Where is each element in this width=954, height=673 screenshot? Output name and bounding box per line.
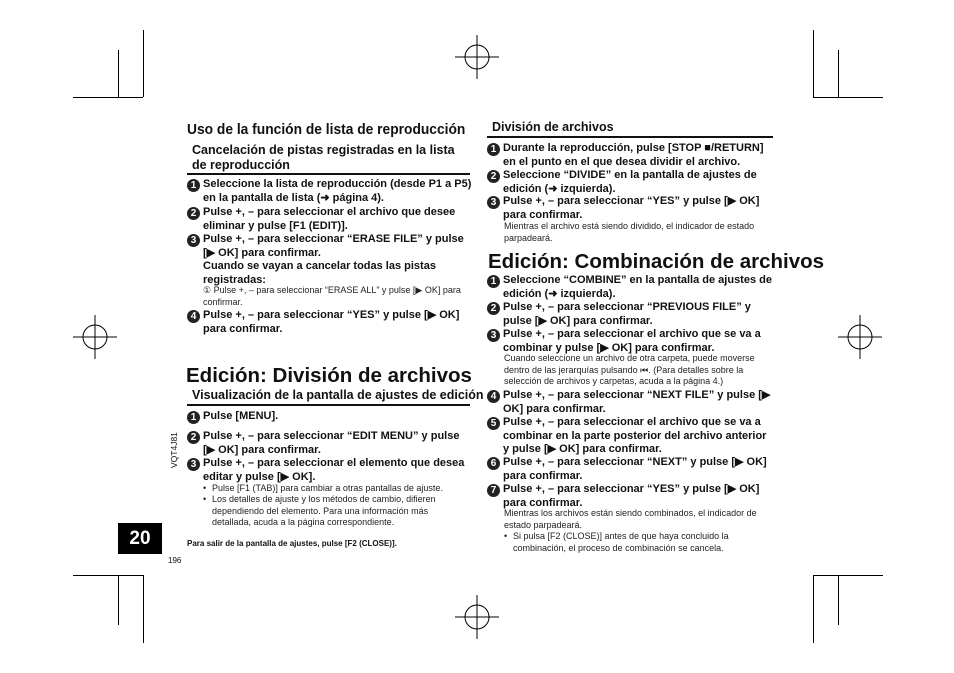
crop-mark	[813, 30, 814, 97]
step-text: Pulse +, – para seleccionar “PREVIOUS FILE” y pulse [▶ OK] para confirmar.	[503, 301, 751, 327]
bullet-text: Si pulsa [F2 (CLOSE)] antes de que haya concluido la combinación, el proceso de combinación se cancela.	[513, 531, 729, 553]
registration-mark-icon	[455, 35, 499, 79]
step-item	[187, 178, 472, 205]
subtitle-cancel-tracks: Cancelación de pistas registradas en la lista de reproducción	[192, 143, 455, 172]
combine-note: Cuando seleccione un archivo de otra carpeta, puede moverse dentro de las jerarquías pulsando ⏮. (Para detalles sobre la selección de archivos y carpetas, acuda a la página 4.)	[504, 353, 755, 386]
section-title-playlist: Uso de la función de lista de reproducción	[187, 121, 466, 138]
divider	[487, 136, 773, 138]
crop-mark	[73, 97, 143, 98]
step-number-icon: 1	[187, 179, 200, 192]
step-text: Pulse +, – para seleccionar “NEXT FILE” y pulse [▶ OK] para confirmar.	[503, 389, 771, 415]
step-text: Pulse +, – para seleccionar el archivo que se va a combinar en la parte posterior del archivo anterior y pulse [▶ OK] para confirmar.	[503, 416, 767, 455]
step-number-icon: 1	[487, 275, 500, 288]
step-number-icon: 5	[487, 417, 500, 430]
section-title-divide: Edición: División de archivos	[186, 364, 472, 387]
step-item	[187, 457, 472, 484]
step-item	[487, 274, 775, 301]
subtitle-edit-settings: Visualización de la pantalla de ajustes de edición	[192, 388, 484, 402]
crop-mark	[143, 575, 144, 643]
sub-page-number: 196	[168, 556, 182, 565]
divider	[187, 404, 470, 406]
cancel-all-note: ① Pulse +, – para seleccionar “ERASE ALL” y pulse [▶ OK] para confirmar.	[203, 285, 461, 307]
step-text: Pulse +, – para seleccionar “EDIT MENU” y pulse [▶ OK] para confirmar.	[203, 430, 460, 456]
step-text: Pulse [MENU].	[203, 410, 279, 422]
step-text: Pulse +, – para seleccionar “YES” y pulse [▶ OK] para confirmar.	[203, 309, 460, 335]
divider	[187, 173, 470, 175]
step-number-icon: 4	[187, 310, 200, 323]
page-number: 20	[118, 523, 162, 554]
step-item	[487, 301, 775, 328]
combine-note: Mientras los archivos están siendo combinados, el indicador de estado parpadeará.	[504, 508, 757, 530]
step-item	[487, 169, 775, 196]
step-text: Seleccione “DIVIDE” en la pantalla de ajustes de edición (➜ izquierda).	[503, 169, 757, 195]
step-text: Seleccione la lista de reproducción (desde P1 a P5) en la pantalla de lista (➜ página 4).	[203, 178, 472, 204]
step-item	[487, 456, 775, 483]
step-text: Seleccione “COMBINE” en la pantalla de ajustes de edición (➜ izquierda).	[503, 274, 772, 300]
crop-mark	[813, 575, 814, 643]
step-number-icon: 3	[487, 329, 500, 342]
step-text: Pulse +, – para seleccionar el archivo que desee eliminar y pulse [F1 (EDIT)].	[203, 206, 456, 232]
cancel-all-title: Cuando se vayan a cancelar todas las pistas registradas:	[203, 260, 436, 286]
step-text: Pulse +, – para seleccionar el elemento que desea editar y pulse [▶ OK].	[203, 457, 465, 483]
step-text: Pulse +, – para seleccionar “YES” y pulse [▶ OK] para confirmar.	[503, 483, 760, 509]
registration-mark-icon	[455, 595, 499, 639]
bullet-item: • Los detalles de ajuste y los métodos de cambio, difieren dependiendo del elemento. Para una información más detallada, acuda a la página correspondiente.	[203, 494, 465, 529]
step-text: Pulse +, – para seleccionar el archivo que se va a combinar y pulse [▶ OK] para confirmar.	[503, 328, 761, 354]
step-text: Pulse +, – para seleccionar “YES” y pulse [▶ OK] para confirmar.	[503, 195, 760, 221]
crop-mark	[838, 50, 839, 97]
crop-mark	[813, 575, 883, 576]
registration-mark-icon	[838, 315, 882, 359]
step-text: Pulse +, – para seleccionar “ERASE FILE” y pulse [▶ OK] para confirmar.	[203, 233, 464, 259]
crop-mark	[813, 97, 883, 98]
section-title-combine: Edición: Combinación de archivos	[488, 250, 825, 273]
subtitle-divide-files: División de archivos	[492, 120, 614, 134]
step-number-icon: 2	[487, 302, 500, 315]
step-text: Pulse +, – para seleccionar “NEXT” y pulse [▶ OK] para confirmar.	[503, 456, 767, 482]
step-number-icon: 2	[187, 431, 200, 444]
model-code: VQT4J81	[169, 432, 179, 468]
step-number-icon: 4	[487, 390, 500, 403]
crop-mark	[838, 575, 839, 625]
step-number-icon: 3	[187, 234, 200, 247]
step-item	[487, 416, 775, 457]
step-item	[187, 206, 472, 233]
bullet-item: • Si pulsa [F2 (CLOSE)] antes de que haya concluido la combinación, el proceso de combinación se cancela.	[504, 531, 774, 554]
step-item	[187, 233, 472, 260]
bullet-text: Pulse [F1 (TAB)] para cambiar a otras pantallas de ajuste.	[212, 483, 443, 493]
step-text: Durante la reproducción, pulse [STOP ■/RETURN] en el punto en el que desea dividir el archivo.	[503, 142, 764, 168]
step-item	[187, 410, 472, 424]
step-number-icon: 2	[187, 207, 200, 220]
registration-mark-icon	[73, 315, 117, 359]
step-item	[487, 195, 775, 222]
step-number-icon: 3	[187, 458, 200, 471]
crop-mark	[118, 50, 119, 97]
step-item	[187, 309, 472, 336]
step-number-icon: 6	[487, 457, 500, 470]
exit-note: Para salir de la pantalla de ajustes, pulse [F2 (CLOSE)].	[187, 539, 397, 548]
crop-mark	[73, 575, 143, 576]
step-number-icon: 2	[487, 170, 500, 183]
crop-mark	[143, 30, 144, 97]
step-number-icon: 7	[487, 484, 500, 497]
bullet-text: Los detalles de ajuste y los métodos de cambio, difieren dependiendo del elemento. Para una información más detallada, acuda a la página correspondiente.	[212, 494, 436, 527]
step-item	[187, 430, 472, 457]
bullet-item: • Pulse [F1 (TAB)] para cambiar a otras pantallas de ajuste.	[203, 483, 443, 493]
step-item	[487, 328, 775, 355]
step-item	[487, 483, 775, 510]
step-item	[487, 389, 775, 416]
step-number-icon: 3	[487, 196, 500, 209]
step-number-icon: 1	[187, 411, 200, 424]
crop-mark	[118, 575, 119, 625]
step-number-icon: 1	[487, 143, 500, 156]
divide-note: Mientras el archivo está siendo dividido, el indicador de estado parpadeará.	[504, 221, 755, 243]
step-item	[487, 142, 775, 169]
